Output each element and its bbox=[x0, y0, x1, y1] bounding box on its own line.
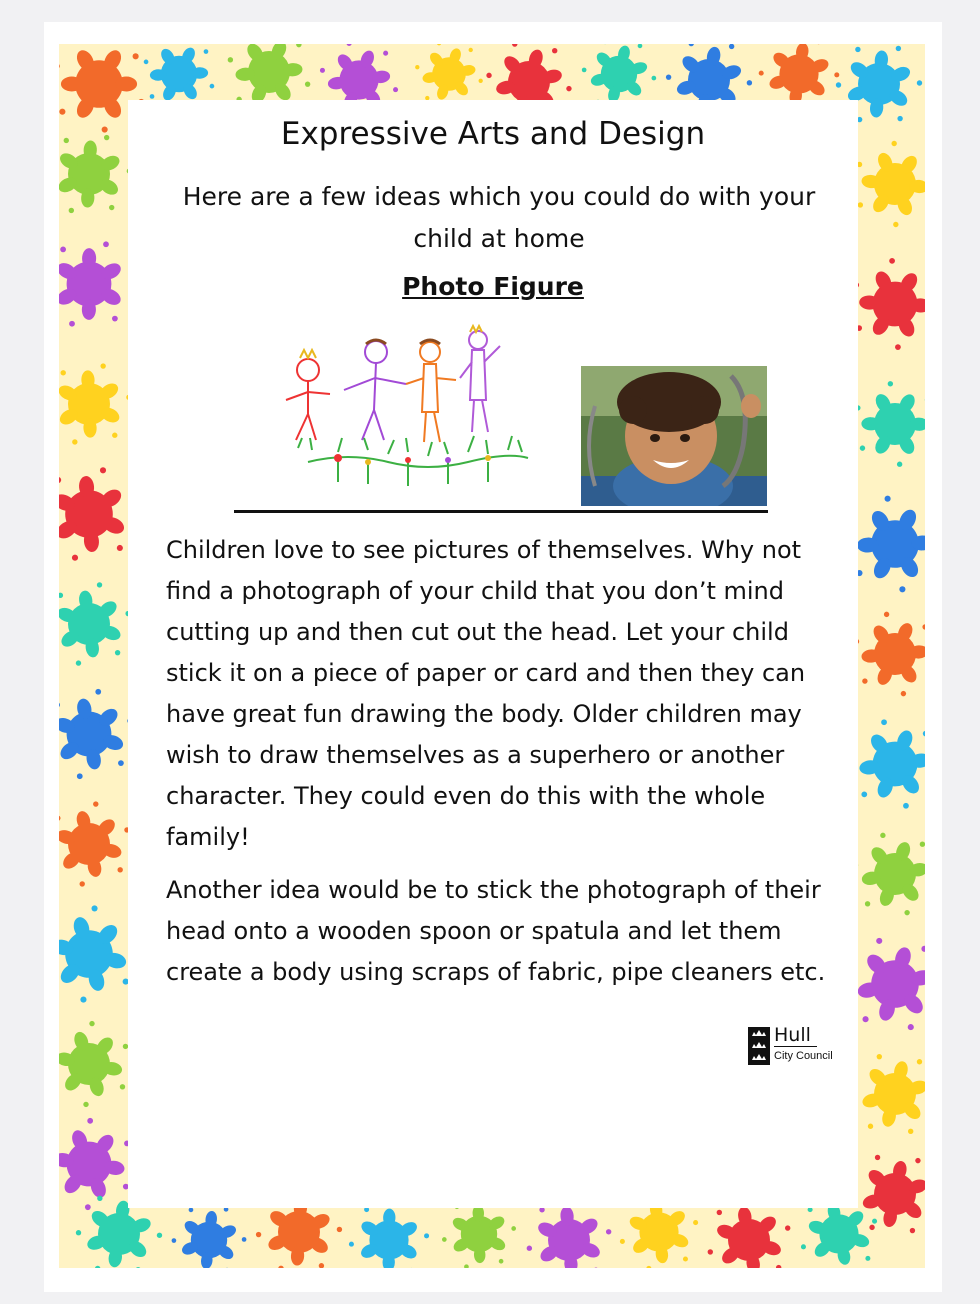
paint-splat bbox=[59, 1021, 128, 1107]
paint-splat bbox=[59, 467, 137, 561]
paint-splat bbox=[852, 1054, 925, 1134]
paint-splat bbox=[847, 938, 925, 1030]
paint-splat bbox=[855, 381, 925, 467]
paint-splat bbox=[59, 689, 133, 779]
paint-splat bbox=[349, 1203, 429, 1268]
paint-splat bbox=[59, 582, 131, 666]
paint-splat bbox=[853, 833, 925, 916]
divider-line bbox=[234, 510, 768, 513]
content-panel bbox=[128, 100, 858, 1208]
paint-splat bbox=[708, 1198, 791, 1268]
paint-splat bbox=[582, 44, 656, 109]
paragraph-photo-figure: Children love to see pictures of themselves. Why not find a photograph of your child that you don’t mind cutting up and then cut out the head. Let your child stick it on a piece of paper or card and then they can have great fun drawing the body. Older children may wish to draw themselves as a superhero or another character. They could even do this with the whole family! bbox=[166, 536, 806, 851]
paint-splat bbox=[172, 1207, 247, 1268]
paint-splat bbox=[527, 1199, 612, 1268]
paint-splat bbox=[59, 363, 132, 444]
logo-name-text: Hull bbox=[774, 1024, 817, 1047]
paint-splat bbox=[857, 141, 925, 227]
paint-splat bbox=[59, 905, 134, 1002]
section-heading: Photo Figure bbox=[402, 272, 584, 301]
paint-splat bbox=[442, 1199, 516, 1268]
paint-splat bbox=[415, 44, 483, 107]
page-title: Expressive Arts and Design bbox=[280, 116, 706, 152]
child-drawing-image bbox=[278, 322, 538, 492]
intro-text: Here are a few ideas which you could do with your child at home bbox=[182, 182, 816, 253]
paint-splat bbox=[849, 496, 925, 593]
paint-splat bbox=[850, 719, 925, 808]
paint-splat bbox=[59, 1118, 130, 1210]
paragraph-another-idea: Another idea would be to stick the photograph of their head onto a wooden spoon or spatula and let them create a body using scraps of fabric, pipe cleaners etc. bbox=[166, 876, 826, 986]
logo-subtitle-text: City Council bbox=[774, 1050, 833, 1062]
hull-city-council-logo bbox=[748, 1024, 838, 1070]
paint-splat bbox=[59, 801, 130, 886]
paint-splat bbox=[59, 241, 135, 326]
paint-splat bbox=[854, 612, 925, 697]
paint-splat bbox=[853, 258, 925, 350]
paint-splat bbox=[59, 135, 132, 213]
paint-splat bbox=[852, 1155, 925, 1234]
child-photo-image bbox=[581, 366, 767, 506]
crowns-crest-icon bbox=[748, 1027, 770, 1065]
